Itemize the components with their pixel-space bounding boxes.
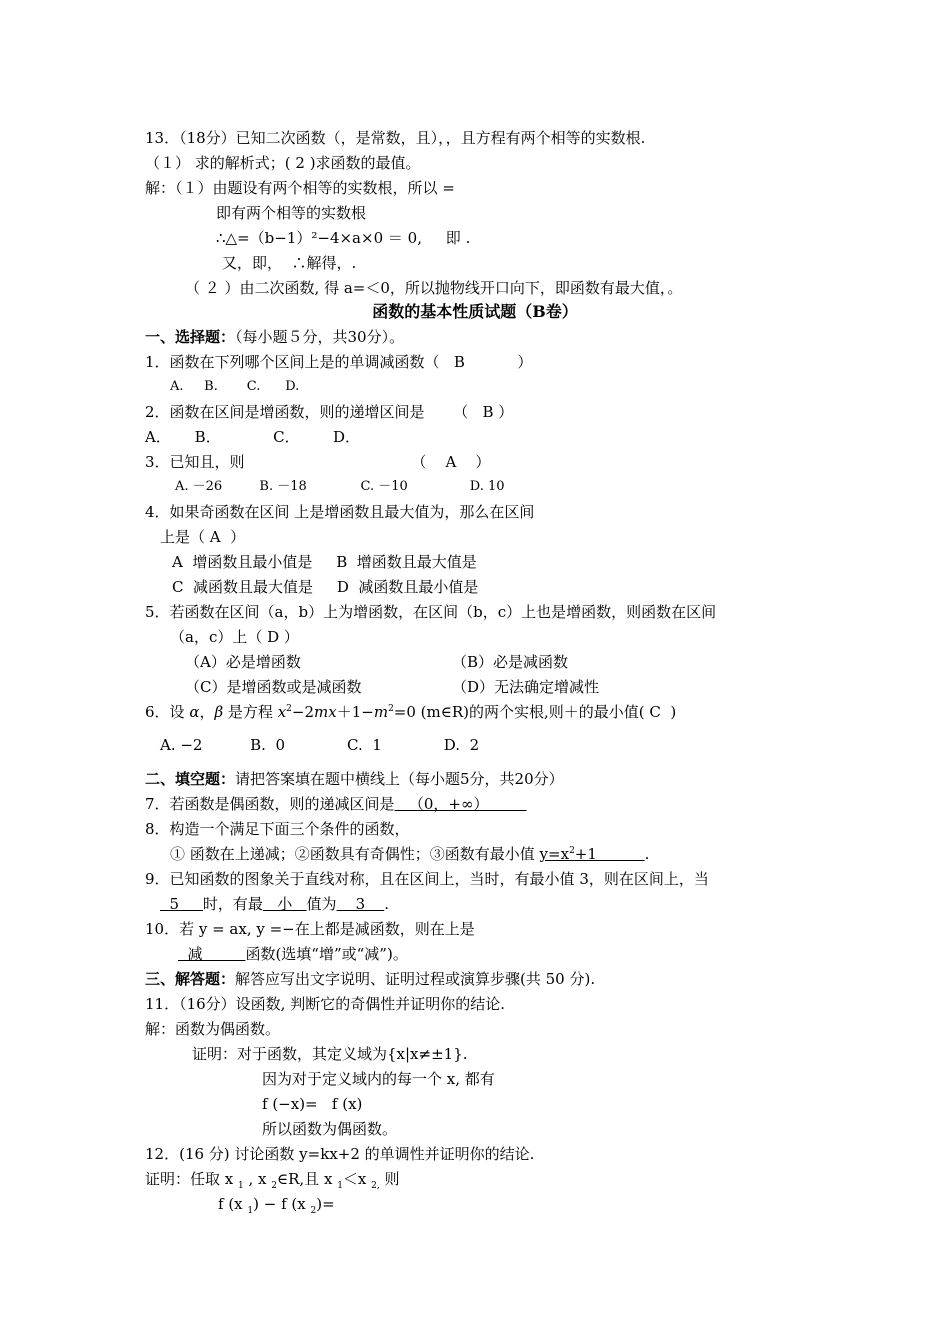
q12-proof-2b: ) − f (x — [253, 1195, 311, 1213]
q9-end: . — [384, 895, 390, 913]
q9-text-1: 时，有最 — [202, 895, 263, 913]
q4-options-cd: C 减函数且最大值是 D 减函数且最小值是 — [172, 578, 479, 596]
q8-stem: 8．构造一个满足下面三个条件的函数， — [145, 820, 410, 838]
q8-end: . — [644, 845, 650, 863]
q5-option-a: （A）必是增函数 — [185, 653, 301, 671]
q4-stem-2: 上是（ A ） — [160, 528, 246, 546]
q6-x: x — [277, 703, 287, 721]
q13-line1: 13．（18分）已知二次函数（，是常数，且），，且方程有两个相等的实数根. — [145, 129, 646, 147]
q8-answer-b: +1 — [574, 845, 645, 863]
section1-heading-line — [145, 327, 404, 347]
q12-proof-1 — [145, 1169, 400, 1189]
q12-stem: 12．(16 分) 讨论函数 y=kx+2 的单调性并证明你的结论. — [145, 1145, 535, 1163]
q8-answer-sup: 2 — [569, 846, 575, 856]
q12-sub-3: 1 — [337, 1181, 343, 1191]
q12-proof-1c: ∈R,且 x — [277, 1170, 338, 1188]
q11-solution-3: 因为对于定义域内的每一个 x, 都有 — [262, 1070, 495, 1088]
q10-answer: 减 — [178, 945, 246, 963]
q8-answer — [540, 845, 645, 863]
q3-options: A. －26 B. －18 C. －10 D. 10 — [175, 479, 505, 494]
q12-proof-1b: , x — [243, 1170, 272, 1188]
q12-sub-4: 2, — [371, 1181, 380, 1191]
q6-comma: ， — [199, 703, 215, 721]
q6-mid: 是方程 — [223, 703, 278, 721]
q11-solution-4: f (−x)= f (x) — [262, 1095, 363, 1113]
q5-option-d: （D）无法确定增减性 — [452, 678, 600, 696]
q12-proof-2a: f (x — [218, 1195, 248, 1213]
q11-solution-1: 解：函数为偶函数。 — [145, 1020, 281, 1038]
q6-sup-2: 2 — [286, 704, 292, 714]
section2-heading-line — [145, 769, 564, 789]
q6-minus: −2 — [291, 703, 315, 721]
q4-options-ab: A 增函数且最小值是 B 增函数且最大值是 — [172, 553, 477, 571]
q2-options: A． B． C． D． — [145, 428, 361, 446]
q9-answer-1: 5 — [160, 895, 203, 913]
q6-alpha: α — [189, 703, 200, 721]
document-title: 函数的基本性质试题（B卷） — [372, 302, 578, 321]
q1-options: A. B. C. D. — [170, 379, 300, 394]
q5-stem: 5．若函数在区间（a，b）上为增函数，在区间（b，c）上也是增函数，则函数在区间 — [145, 603, 717, 621]
q12-proof-1e: 则 — [379, 1170, 400, 1188]
q12-sub-6: 2 — [310, 1206, 317, 1216]
q6-beta: β — [214, 703, 224, 721]
q6-prefix: 6．设 — [145, 703, 190, 721]
q7-answer: （0，+∞） — [394, 795, 527, 813]
q6-plus: ＋1− — [336, 703, 374, 721]
q10-tail: 函数(选填“增”或“减”)。 — [245, 945, 408, 963]
q13-solution-1: 解：（１）由题设有两个相等的实数根，所以 = — [145, 179, 455, 197]
q11-solution-5: 所以函数为偶函数。 — [262, 1120, 398, 1138]
q9-text-2: 值为 — [306, 895, 337, 913]
q13-solution-2: 即有两个相等的实数根 — [216, 204, 367, 222]
q12-proof-2c: )= — [316, 1195, 335, 1213]
q13-solution-4: 又，即， ∴解得，. — [222, 254, 357, 272]
q9-line2 — [160, 894, 389, 914]
q6-sup-2b: 2 — [388, 704, 394, 714]
q9-answer-3: 3 — [336, 895, 385, 913]
q5-option-c: （C）是增函数或是减函数 — [185, 678, 362, 696]
q13-solution-3: ∴△=（b−1）²−4×a×0 ＝ 0, 即 . — [216, 229, 471, 247]
q12-sub-5: 1 — [247, 1206, 254, 1216]
q6-stem — [145, 702, 676, 722]
q5-stem-2: （a，c）上（ D ） — [170, 628, 299, 646]
q6-mx: mx — [314, 703, 337, 721]
q1-stem: 1．函数在下列哪个区间上是的单调减函数（ B ） — [145, 353, 533, 371]
section3-heading-line — [145, 969, 595, 989]
q6-m: m — [373, 703, 389, 721]
q10-stem: 10．若 y = ax, y =−在上都是减函数，则在上是 — [145, 920, 475, 938]
q8-line — [170, 844, 649, 864]
section1-heading: 一、选择题： — [145, 328, 236, 346]
q4-stem: 4．如果奇函数在区间 上是增函数且最大值为，那么在区间 — [145, 503, 535, 521]
q12-sub-1: 1 — [238, 1181, 244, 1191]
q9-answer-2: 小 — [262, 895, 307, 913]
q9-stem: 9．已知函数的图象关于直线对称，且在区间上，当时，有最小值 3，则在区间上，当 — [145, 870, 709, 888]
section2-heading: 二、填空题： — [145, 770, 236, 788]
section1-note: （每小题５分，共30分）。 — [235, 328, 405, 346]
q12-sub-2: 2 — [271, 1181, 278, 1191]
q11-stem: 11．（16分）设函数, 判断它的奇偶性并证明你的结论. — [145, 995, 505, 1013]
q12-proof-1d: ＜x — [342, 1170, 372, 1188]
section2-note: 请把答案填在题中横线上（每小题5分，共20分） — [235, 770, 564, 788]
q6-tail: =0 (m∈R)的两个实根,则＋的最小值( C ) — [393, 703, 677, 721]
section3-heading: 三、解答题： — [145, 970, 236, 988]
q12-proof-1a: 证明：任取 x — [145, 1170, 238, 1188]
q5-option-b: （B）必是减函数 — [452, 653, 569, 671]
q13-line2: （１） 求的解析式；( 2 )求函数的最值。 — [145, 154, 421, 172]
q11-solution-2: 证明：对于函数，其定义域为{x|x≠±1}. — [192, 1045, 468, 1063]
q8-conditions: ① 函数在上递减；②函数具有奇偶性；③函数有最小值 — [170, 845, 540, 863]
q3-stem: 3．已知且，则 （ A ） — [145, 453, 491, 471]
q13-solution-5: （ ２ ）由二次函数, 得 a=＜0，所以抛物线开口向下，即函数有最大值，。 — [185, 279, 683, 297]
q2-stem: 2．函数在区间是增函数，则的递增区间是 （ B ） — [145, 403, 514, 421]
q6-options: A. −2 B. 0 C. 1 D. 2 — [160, 736, 480, 754]
section3-note: 解答应写出文字说明、证明过程或演算步骤(共 50 分). — [235, 970, 596, 988]
q7-stem: 7．若函数是偶函数，则的递减区间是 — [145, 795, 395, 813]
q7-line — [145, 794, 527, 814]
q12-proof-2 — [218, 1194, 335, 1214]
q10-line2 — [178, 944, 408, 964]
q8-answer-a: y=x — [539, 845, 570, 863]
